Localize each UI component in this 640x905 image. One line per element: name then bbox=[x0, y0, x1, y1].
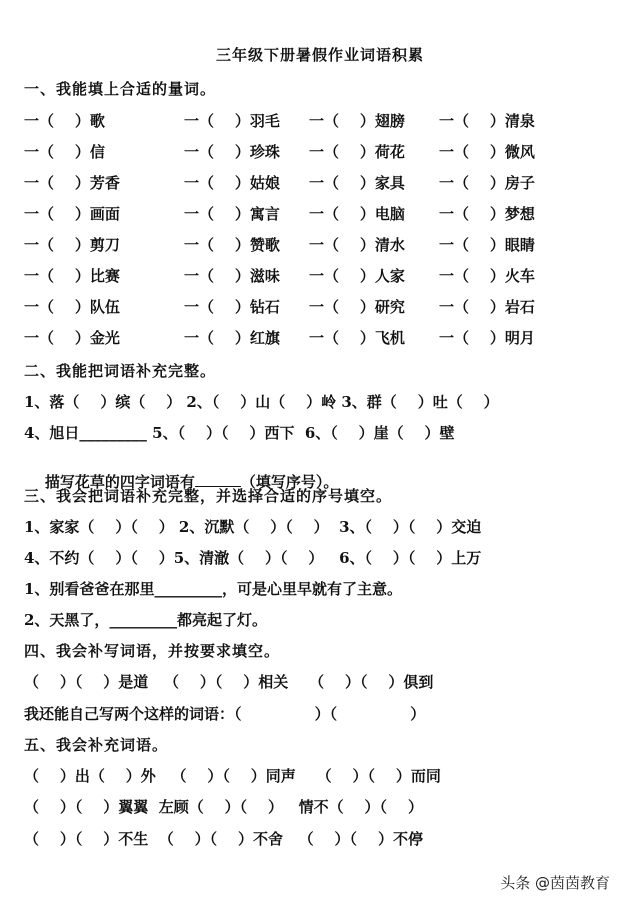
measure-word-item: 一（ ）岩石 bbox=[439, 298, 535, 316]
measure-word-row bbox=[24, 327, 630, 353]
section-5-line-2: （ ）（ ）翼翼 左顾（ ）（ ） 情不（ ）（ ） bbox=[24, 798, 423, 816]
section-4-line-2: 我还能自己写两个这样的词语：（ ）（ ） bbox=[24, 705, 426, 723]
measure-word-item: 一（ ）歌 bbox=[24, 112, 105, 130]
measure-word-row bbox=[24, 141, 630, 167]
section-5-line-1: （ ）出（ ）外 （ ）（ ）同声 （ ）（ ）而同 bbox=[24, 767, 441, 785]
measure-word-item: 一（ ）飞机 bbox=[309, 329, 405, 347]
measure-word-item: 一（ ）家具 bbox=[309, 174, 405, 192]
measure-word-item: 一（ ）芳香 bbox=[24, 174, 120, 192]
section-4-line-1: （ ）（ ）是道 （ ）（ ）相关 （ ）（ ）俱到 bbox=[24, 673, 434, 691]
measure-word-item: 一（ ）火车 bbox=[439, 267, 535, 285]
measure-word-item: 一（ ）队伍 bbox=[24, 298, 120, 316]
section-2-line-3 bbox=[24, 453, 630, 491]
measure-word-item: 一（ ）比赛 bbox=[24, 267, 120, 285]
measure-word-item: 一（ ）电脑 bbox=[309, 205, 405, 223]
section-2-line-1: 1、落（ ）缤（ ） 2、（ ）山（ ）岭 3、群（ ）吐（ ） bbox=[24, 393, 499, 411]
measure-word-item: 一（ ）寓言 bbox=[184, 205, 280, 223]
section-3-line-4: 2、天黑了，_________都亮起了灯。 bbox=[24, 611, 267, 629]
measure-word-row bbox=[24, 110, 630, 136]
section-3-line-3: 1、别看爸爸在那里_________，可是心里早就有了主意。 bbox=[24, 580, 402, 598]
measure-word-item: 一（ ）梦想 bbox=[439, 205, 535, 223]
measure-word-item: 一（ ）房子 bbox=[439, 174, 535, 192]
measure-word-item: 一（ ）清泉 bbox=[439, 112, 535, 130]
section-2-line-3-text: 描写花草的四字词语有 bbox=[44, 473, 195, 491]
measure-word-item: 一（ ）红旗 bbox=[184, 329, 280, 347]
section-4-heading: 四、我会补写词语，并按要求填空。 bbox=[24, 642, 281, 660]
measure-word-item: 一（ ）明月 bbox=[439, 329, 535, 347]
section-2-line-3-suffix: （填写序号）。 bbox=[240, 473, 339, 491]
measure-word-item: 一（ ）羽毛 bbox=[184, 112, 280, 130]
measure-word-item: 一（ ）赞歌 bbox=[184, 236, 280, 254]
measure-word-item: 一（ ）信 bbox=[24, 143, 105, 161]
measure-word-row bbox=[24, 296, 630, 322]
measure-word-item: 一（ ）剪刀 bbox=[24, 236, 120, 254]
measure-word-item: 一（ ）画面 bbox=[24, 205, 120, 223]
section-2-heading: 二、我能把词语补充完整。 bbox=[24, 362, 217, 380]
measure-word-item: 一（ ）微风 bbox=[439, 143, 535, 161]
measure-word-item: 一（ ）金光 bbox=[24, 329, 120, 347]
measure-word-item: 一（ ）滋味 bbox=[184, 267, 280, 285]
section-3-heading: 三、我会把词语补充完整，并选择合适的序号填空。 bbox=[24, 487, 393, 505]
section-5-heading: 五、我会补充词语。 bbox=[24, 736, 169, 754]
section-5-line-3: （ ）（ ）不生 （ ）（ ）不舍 （ ）（ ）不停 bbox=[24, 830, 423, 848]
page-title: 三年级下册暑假作业词语积累 bbox=[215, 46, 424, 64]
measure-word-row bbox=[24, 234, 630, 260]
measure-word-item: 一（ ）姑娘 bbox=[184, 174, 280, 192]
measure-word-row bbox=[24, 172, 630, 198]
measure-word-item: 一（ ）眼睛 bbox=[439, 236, 535, 254]
measure-word-item: 一（ ）研究 bbox=[309, 298, 405, 316]
section-3-line-2: 4、不约（ ）（ ）5、清澈（ ）（ ） 6、（ ）（ ）上万 bbox=[24, 549, 482, 567]
measure-word-item: 一（ ）荷花 bbox=[309, 143, 405, 161]
measure-word-row bbox=[24, 203, 630, 229]
section-1-heading: 一、我能填上合适的量词。 bbox=[24, 80, 217, 98]
watermark: 头条 @茵茵教育 bbox=[500, 874, 610, 892]
measure-word-item: 一（ ）人家 bbox=[309, 267, 405, 285]
measure-word-row bbox=[24, 265, 630, 291]
section-2-line-2: 4、旭日_________ 5、（ ）（ ）西下 6、（ ）崖（ ）壁 bbox=[24, 424, 455, 442]
measure-word-item: 一（ ）翅膀 bbox=[309, 112, 405, 130]
measure-word-item: 一（ ）珍珠 bbox=[184, 143, 280, 161]
measure-word-item: 一（ ）钻石 bbox=[184, 298, 280, 316]
measure-word-item: 一（ ）清水 bbox=[309, 236, 405, 254]
section-3-line-1: 1、家家（ ）（ ） 2、沉默（ ）（ ） 3、（ ）（ ）交迫 bbox=[24, 518, 482, 536]
